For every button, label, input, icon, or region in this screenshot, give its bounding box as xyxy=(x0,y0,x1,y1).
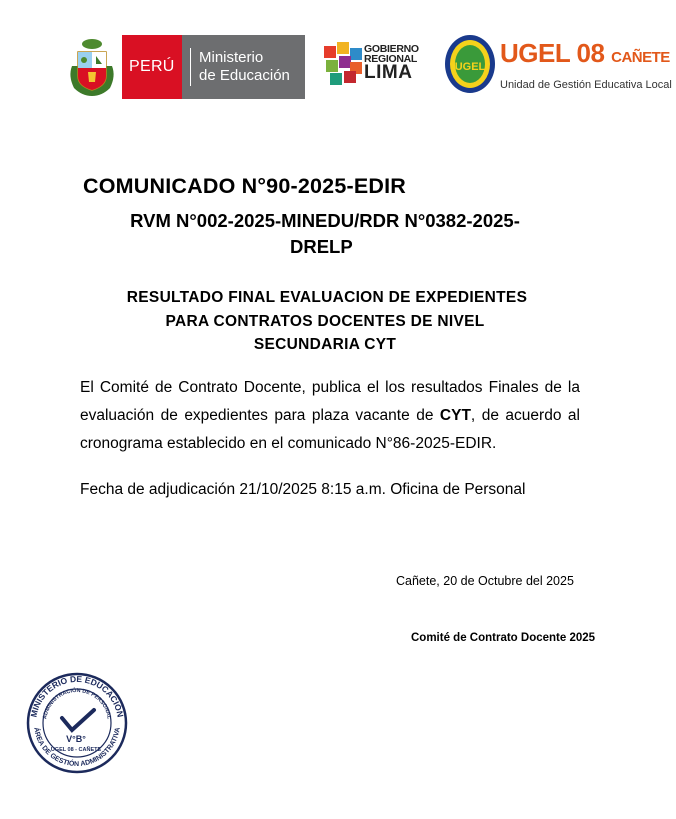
svg-text:UGEL: UGEL xyxy=(454,61,486,73)
gobierno-line1: GOBIERNO xyxy=(364,43,419,55)
document-title: COMUNICADO N°90-2025-EDIR xyxy=(83,174,407,198)
ugel-seal-icon xyxy=(444,34,496,94)
firma-comite: Comité de Contrato Docente 2025 xyxy=(411,632,596,644)
svg-text:V°B°: V°B° xyxy=(66,734,86,744)
gobierno-regional-icon xyxy=(324,42,362,86)
heading-line1: RESULTADO FINAL EVALUACION DE EXPEDIENTES xyxy=(126,289,528,306)
body-line3: cronograma establecido en el comunicado N°86-2025-EDIR. xyxy=(80,435,497,452)
lugar-fecha: Cañete, 20 de Octubre del 2025 xyxy=(396,574,574,588)
ministerio-line1: Ministerio xyxy=(199,49,264,66)
body-line2: evaluación de expedientes para plaza vacante de CYT, de acuerdo al xyxy=(80,407,580,424)
body-paragraph xyxy=(80,374,580,458)
body-line1: El Comité de Contrato Docente, publica el los resultados Finales de la xyxy=(80,379,580,396)
ministerio-line2: de Educación xyxy=(199,67,290,84)
gobierno-line3: LIMA xyxy=(364,62,413,83)
svg-text:MINISTERIO DE EDUCACIÓN: MINISTERIO DE EDUCACIÓN xyxy=(28,673,126,719)
svg-text:UGEL 08 - CAÑETE: UGEL 08 - CAÑETE xyxy=(50,747,102,753)
peru-label: PERÚ xyxy=(129,58,175,75)
heading-line3: SECUNDARIA CYT xyxy=(253,336,397,353)
heading-line2: PARA CONTRATOS DOCENTES DE NIVEL xyxy=(165,313,485,330)
ministerio-divider xyxy=(190,48,191,86)
ugel-title: UGEL 08 CAÑETE xyxy=(500,38,670,68)
body-bold-cyt: CYT xyxy=(439,407,471,424)
document-subtitle-line1: RVM N°002-2025-MINEDU/RDR N°0382-2025- xyxy=(130,210,520,231)
gobierno-line2: REGIONAL xyxy=(364,53,418,65)
official-stamp xyxy=(26,672,128,774)
svg-text:ÁREA DE GESTIÓN ADMINISTRATIVA: ÁREA DE GESTIÓN ADMINISTRATIVA xyxy=(32,726,122,769)
document-subtitle-line2: DRELP xyxy=(290,236,353,257)
ugel-subtitle: Unidad de Gestión Educativa Local xyxy=(500,79,672,91)
fecha-adjudicacion: Fecha de adjudicación 21/10/2025 8:15 a.m. Oficina de Personal xyxy=(80,481,526,498)
escudo-nacional-icon xyxy=(66,36,118,98)
svg-text:ADMINISTRACIÓN DE PERSONAL: ADMINISTRACIÓN DE PERSONAL xyxy=(42,687,112,720)
